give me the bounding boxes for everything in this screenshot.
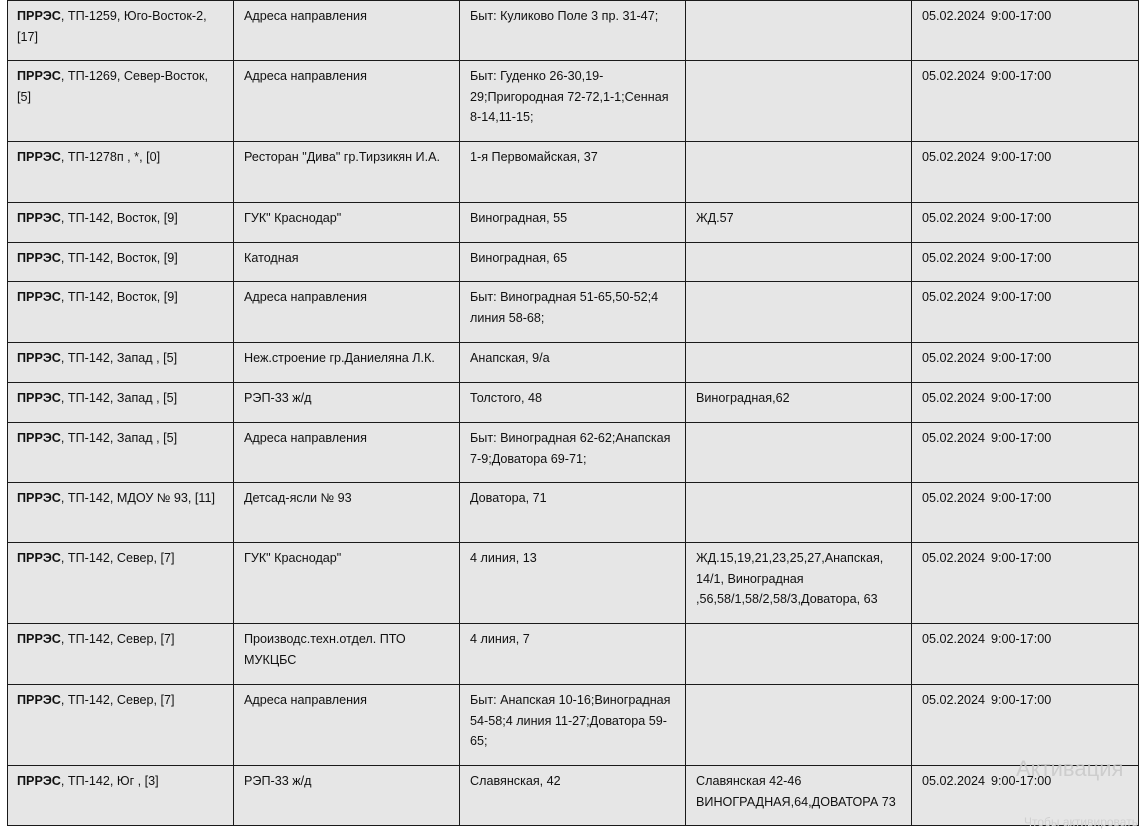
table-row <box>8 343 1139 383</box>
org-name: ПРРЭС <box>17 211 61 225</box>
org-name: ПРРЭС <box>17 391 61 405</box>
org-name: ПРРЭС <box>17 551 61 565</box>
consumer-cell: Детсад-ясли № 93 <box>234 483 460 543</box>
consumer-cell: ГУК" Краснодар" <box>234 203 460 243</box>
outage-time: 9:00-17:00 <box>991 551 1052 565</box>
substation-cell <box>8 685 234 766</box>
substation-label: , ТП-142, МДОУ № 93, [11] <box>60 491 215 505</box>
consumer-cell: Ресторан "Дива" гр.Тирзикян И.А. <box>234 142 460 203</box>
date-time-cell <box>912 142 1139 203</box>
extra-address-cell <box>686 423 912 483</box>
outage-date: 05.02.2024 <box>922 150 986 164</box>
outage-table-body <box>8 1 1139 826</box>
outage-time: 9:00-17:00 <box>991 491 1052 505</box>
table-row <box>8 243 1139 282</box>
consumer-cell: Адреса направления <box>234 685 460 766</box>
extra-address-cell: Виноградная,62 <box>686 383 912 423</box>
address-cell: Виноградная, 65 <box>460 243 686 282</box>
substation-cell <box>8 61 234 142</box>
address-cell: Быт: Гуденко 26-30,19-29;Пригородная 72-72,1-1;Сенная 8-14,11-15; <box>460 61 686 142</box>
table-row <box>8 142 1139 203</box>
outage-time: 9:00-17:00 <box>991 431 1052 445</box>
table-row <box>8 685 1139 766</box>
date-time-cell <box>912 624 1139 685</box>
consumer-cell: Адреса направления <box>234 61 460 142</box>
extra-address-cell <box>686 624 912 685</box>
table-row <box>8 282 1139 343</box>
consumer-cell: Адреса направления <box>234 282 460 343</box>
extra-address-cell <box>686 1 912 61</box>
date-time-cell <box>912 483 1139 543</box>
extra-address-cell <box>686 142 912 203</box>
outage-time: 9:00-17:00 <box>991 290 1052 304</box>
outage-table <box>7 0 1139 826</box>
extra-address-cell: ЖД.15,19,21,23,25,27,Анапская, 14/1, Виноградная ,56,58/1,58/2,58/3,Доватора, 63 <box>686 543 912 624</box>
address-cell: Славянская, 42 <box>460 766 686 826</box>
outage-date: 05.02.2024 <box>922 9 986 23</box>
date-time-cell <box>912 543 1139 624</box>
extra-address-cell <box>686 61 912 142</box>
substation-label: , ТП-142, Восток, [9] <box>60 290 178 304</box>
outage-date: 05.02.2024 <box>922 391 986 405</box>
activation-watermark: Активация <box>1016 756 1124 781</box>
consumer-cell: РЭП-33 ж/д <box>234 383 460 423</box>
address-cell: Толстого, 48 <box>460 383 686 423</box>
table-row <box>8 1 1139 61</box>
outage-time: 9:00-17:00 <box>991 211 1052 225</box>
table-row <box>8 543 1139 624</box>
table-row <box>8 61 1139 142</box>
date-time-cell <box>912 282 1139 343</box>
outage-time: 9:00-17:00 <box>991 69 1052 83</box>
date-time-cell <box>912 243 1139 282</box>
org-name: ПРРЭС <box>17 251 61 265</box>
table-row <box>8 483 1139 543</box>
substation-cell <box>8 543 234 624</box>
outage-time: 9:00-17:00 <box>991 9 1052 23</box>
table-row <box>8 383 1139 423</box>
substation-cell <box>8 243 234 282</box>
substation-label: , ТП-1269, Север-Восток, [5] <box>17 69 209 104</box>
extra-address-cell <box>686 243 912 282</box>
outage-date: 05.02.2024 <box>922 551 986 565</box>
address-cell: 4 линия, 7 <box>460 624 686 685</box>
date-time-cell <box>912 685 1139 766</box>
org-name: ПРРЭС <box>17 693 61 707</box>
org-name: ПРРЭС <box>17 150 61 164</box>
address-cell: Виноградная, 55 <box>460 203 686 243</box>
org-name: ПРРЭС <box>17 351 61 365</box>
date-time-cell <box>912 766 1139 826</box>
address-cell: 4 линия, 13 <box>460 543 686 624</box>
outage-time: 9:00-17:00 <box>991 693 1052 707</box>
table-row <box>8 203 1139 243</box>
outage-date: 05.02.2024 <box>922 431 986 445</box>
extra-address-cell <box>686 685 912 766</box>
date-time-cell <box>912 383 1139 423</box>
substation-cell <box>8 766 234 826</box>
outage-schedule-sheet <box>7 0 1138 826</box>
outage-date: 05.02.2024 <box>922 693 986 707</box>
consumer-cell: ГУК" Краснодар" <box>234 543 460 624</box>
table-row <box>8 423 1139 483</box>
consumer-cell: Производс.техн.отдел. ПТО МУКЦБС <box>234 624 460 685</box>
date-time-cell <box>912 203 1139 243</box>
outage-date: 05.02.2024 <box>922 211 986 225</box>
outage-date: 05.02.2024 <box>922 774 986 788</box>
substation-label: , ТП-142, Запад , [5] <box>60 351 178 365</box>
org-name: ПРРЭС <box>17 431 61 445</box>
outage-date: 05.02.2024 <box>922 351 986 365</box>
substation-cell <box>8 142 234 203</box>
address-cell: Быт: Куликово Поле 3 пр. 31-47; <box>460 1 686 61</box>
extra-address-cell: Славянская 42-46 ВИНОГРАДНАЯ,64,ДОВАТОРА 73 <box>686 766 912 826</box>
substation-label: , ТП-142, Запад , [5] <box>60 391 178 405</box>
org-name: ПРРЭС <box>17 632 61 646</box>
substation-label: , ТП-1259, Юго-Восток-2, [17] <box>17 9 207 44</box>
consumer-cell: Катодная <box>234 243 460 282</box>
consumer-cell: Адреса направления <box>234 1 460 61</box>
date-time-cell <box>912 343 1139 383</box>
activation-watermark-subtitle: Чтобы активировать <box>1024 815 1138 829</box>
outage-time: 9:00-17:00 <box>991 774 1052 788</box>
consumer-cell: Неж.строение гр.Даниеляна Л.К. <box>234 343 460 383</box>
substation-cell <box>8 483 234 543</box>
outage-time: 9:00-17:00 <box>991 391 1052 405</box>
substation-cell <box>8 343 234 383</box>
substation-label: , ТП-142, Север, [7] <box>60 632 175 646</box>
substation-label: , ТП-1278п , *, [0] <box>60 150 161 164</box>
address-cell: Быт: Виноградная 51-65,50-52;4 линия 58-68; <box>460 282 686 343</box>
address-cell: Быт: Виноградная 62-62;Анапская 7-9;Доватора 69-71; <box>460 423 686 483</box>
address-cell: 1-я Первомайская, 37 <box>460 142 686 203</box>
substation-label: , ТП-142, Запад , [5] <box>60 431 178 445</box>
substation-label: , ТП-142, Юг , [3] <box>60 774 159 788</box>
outage-time: 9:00-17:00 <box>991 632 1052 646</box>
org-name: ПРРЭС <box>17 69 61 83</box>
outage-time: 9:00-17:00 <box>991 150 1052 164</box>
outage-date: 05.02.2024 <box>922 251 986 265</box>
extra-address-cell: ЖД.57 <box>686 203 912 243</box>
date-time-cell <box>912 1 1139 61</box>
extra-address-cell <box>686 282 912 343</box>
org-name: ПРРЭС <box>17 491 61 505</box>
table-row <box>8 624 1139 685</box>
substation-label: , ТП-142, Восток, [9] <box>60 251 178 265</box>
outage-date: 05.02.2024 <box>922 290 986 304</box>
date-time-cell <box>912 423 1139 483</box>
date-time-cell <box>912 61 1139 142</box>
consumer-cell: Адреса направления <box>234 423 460 483</box>
org-name: ПРРЭС <box>17 774 61 788</box>
address-cell: Быт: Анапская 10-16;Виноградная 54-58;4 линия 11-27;Доватора 59-65; <box>460 685 686 766</box>
consumer-cell: РЭП-33 ж/д <box>234 766 460 826</box>
outage-time: 9:00-17:00 <box>991 251 1052 265</box>
substation-cell <box>8 203 234 243</box>
substation-label: , ТП-142, Восток, [9] <box>60 211 178 225</box>
org-name: ПРРЭС <box>17 290 61 304</box>
substation-cell <box>8 282 234 343</box>
extra-address-cell <box>686 343 912 383</box>
address-cell: Анапская, 9/а <box>460 343 686 383</box>
extra-address-cell <box>686 483 912 543</box>
outage-date: 05.02.2024 <box>922 491 986 505</box>
table-row <box>8 766 1139 826</box>
substation-cell <box>8 1 234 61</box>
substation-cell <box>8 624 234 685</box>
substation-cell <box>8 423 234 483</box>
outage-date: 05.02.2024 <box>922 69 986 83</box>
address-cell: Доватора, 71 <box>460 483 686 543</box>
org-name: ПРРЭС <box>17 9 61 23</box>
substation-cell <box>8 383 234 423</box>
substation-label: , ТП-142, Север, [7] <box>60 551 175 565</box>
substation-label: , ТП-142, Север, [7] <box>60 693 175 707</box>
outage-time: 9:00-17:00 <box>991 351 1052 365</box>
outage-date: 05.02.2024 <box>922 632 986 646</box>
